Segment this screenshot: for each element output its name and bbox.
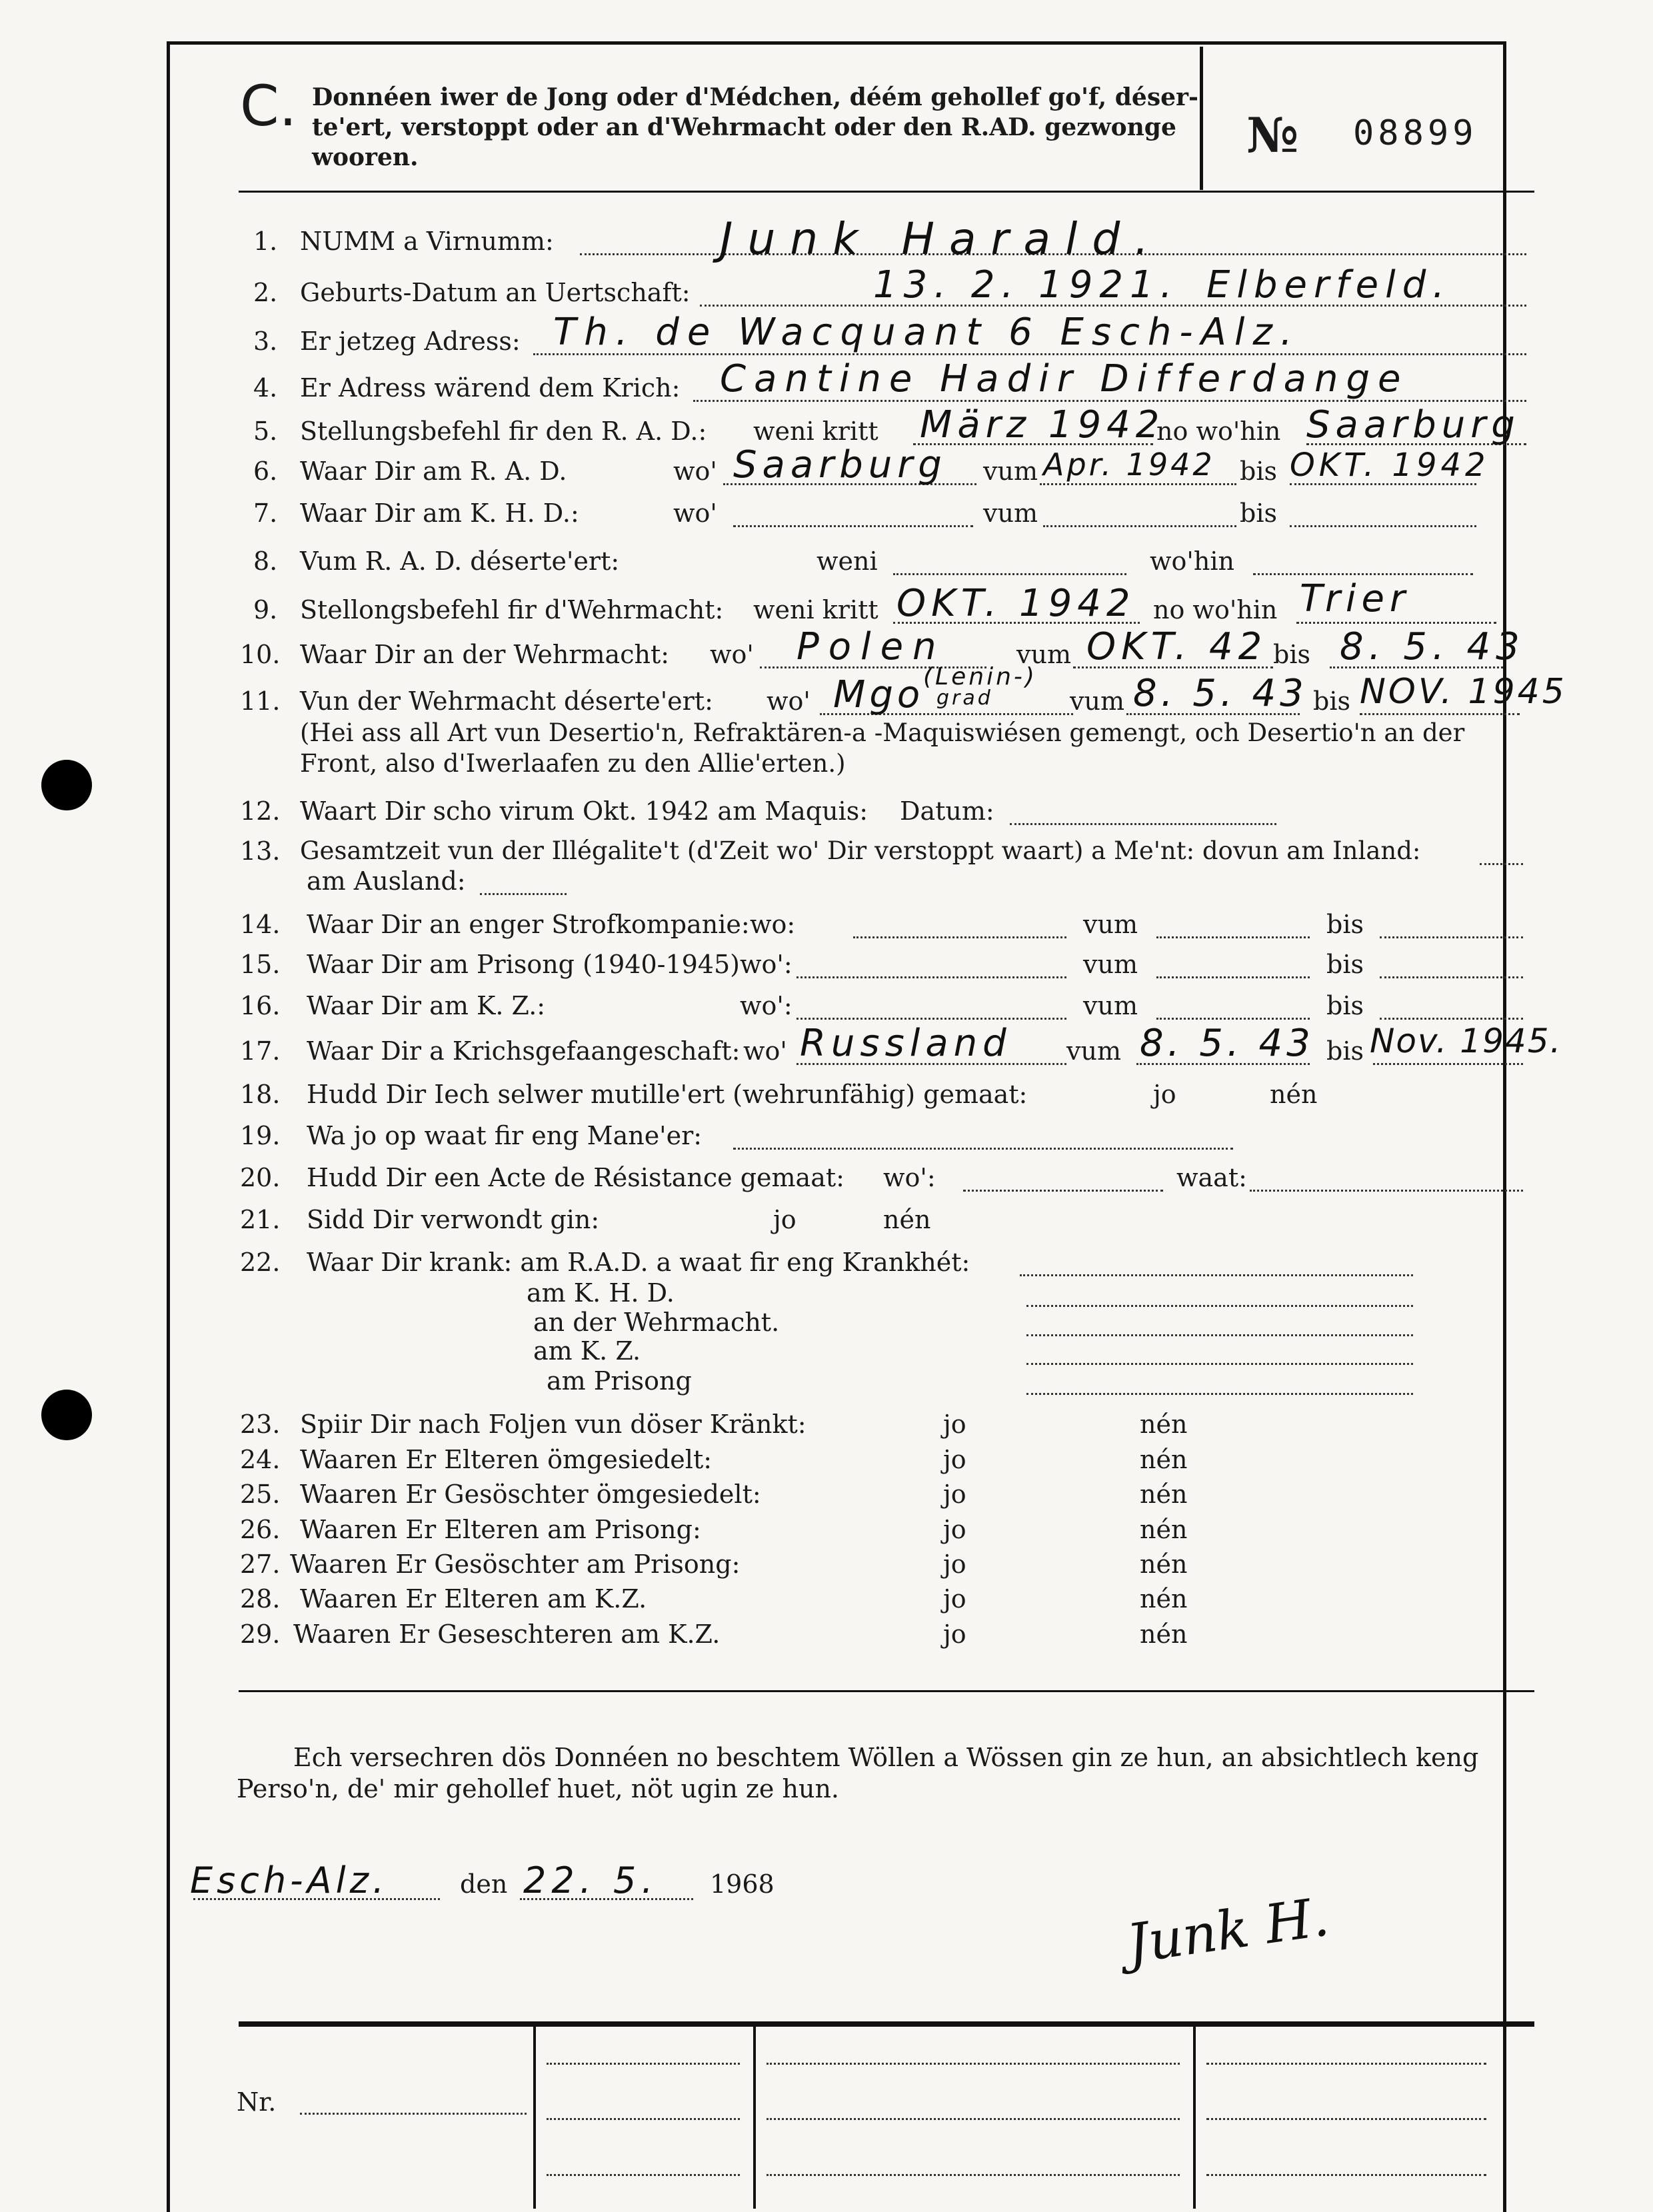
header-title-line2: te'ert, verstoppt oder an d'Wehrmacht oder den R.AD. gezwonge [312,113,1176,141]
field-2-number: 2. [253,278,278,307]
footer-cell-a1 [547,2063,740,2065]
field-25-nen: nén [1140,1480,1188,1509]
field-14-number: 14. [240,910,281,939]
field-6-vum-line [1040,483,1236,485]
field-4-label: Er Adress wärend dem Krich: [300,373,681,403]
field-14-bis-label: bis [1326,910,1364,939]
field-16-bis-label: bis [1326,991,1364,1020]
field-7-wo-line [733,525,973,527]
field-11-bis: NOV. 1945 [1360,672,1567,712]
field-28-jo: jo [943,1584,966,1614]
field-22-sub3: am K. Z. [533,1336,641,1366]
field-18-label: Hudd Dir Iech selwer mutille'ert (wehrunfähig) gemaat: [307,1080,1028,1109]
document-number: 08899 [1353,113,1478,153]
field-19-label: Wa jo op waat fir eng Mane'er: [307,1121,703,1150]
field-25-number: 25. [240,1480,281,1509]
field-13-ausland-label: am Ausland: [307,866,466,896]
field-26-jo: jo [943,1515,966,1544]
field-19-line [733,1148,1233,1150]
field-1-label: NUMM a Virnumm: [300,227,554,256]
field-21-label: Sidd Dir verwondt gin: [307,1205,600,1234]
field-4-value: Cantine Hadir Differdange [720,357,1409,401]
field-5-wohin: Saarburg [1306,403,1520,447]
field-1-value: Junk Harald. [720,213,1164,265]
field-8-weni-label: weni [817,547,878,576]
punch-hole-top [41,760,92,810]
field-15-bis-line [1380,976,1523,978]
field-11-wo-extra: (Lenin-) [923,663,1037,690]
field-17-bis-label: bis [1326,1036,1364,1066]
field-17-wo: Russland [800,1022,1012,1065]
field-9-wohin-line [1296,622,1496,624]
footer-cell-c2 [1206,2118,1486,2120]
field-16-number: 16. [240,991,281,1020]
field-24-number: 24. [240,1445,281,1474]
field-21-number: 21. [240,1205,281,1234]
field-27-nen: nén [1140,1550,1188,1579]
section-letter: C. [240,73,297,139]
field-4-number: 4. [253,373,278,403]
field-10-wo: Polen [797,625,946,668]
field-7-vum-label: vum [983,499,1038,528]
field-23-nen: nén [1140,1410,1188,1439]
field-22-sub4: am Prisong [547,1366,692,1396]
field-8-weni-line [893,573,1126,575]
field-20-waat-label: waat: [1176,1163,1247,1192]
field-9-number: 9. [253,595,278,624]
field-10-bis-label: bis [1273,640,1310,669]
field-11-note-line2: Front, also d'Iwerlaafen zu den Allie'erten.) [300,749,846,778]
field-29-number: 29. [240,1620,281,1649]
declaration-line1: Ech versechren dös Donnéen no beschtem Wöllen a Wössen gin ze hun, an absichtlech keng [293,1743,1479,1772]
footer-cell-b1 [767,2063,1180,2065]
signature: Junk H. [1123,1885,1333,1975]
field-15-bis-label: bis [1326,950,1364,979]
field-14-wo-label: wo: [750,910,796,939]
field-17-label: Waar Dir a Krichsgefaangeschaft: [307,1036,741,1066]
field-6-wo-label: wo' [673,457,717,486]
footer-cell-a2 [547,2118,740,2120]
footer-col-divider-3 [1193,2027,1196,2209]
field-7-bis-label: bis [1240,499,1277,528]
field-14-label: Waar Dir an enger Strofkompanie: [307,910,750,939]
declaration-rule [239,1690,1534,1692]
field-16-vum-line [1156,1018,1310,1020]
field-16-vum-label: vum [1083,991,1138,1020]
field-16-wo-line [797,1018,1066,1020]
field-22-number: 22. [240,1248,281,1277]
field-18-jo: jo [1153,1080,1176,1109]
signature-den-label: den [460,1869,508,1899]
field-10-wo-label: wo' [710,640,754,669]
field-16-bis-line [1380,1018,1523,1020]
field-14-vum-label: vum [1083,910,1138,939]
field-20-waat-line [1250,1190,1523,1192]
field-15-label: Waar Dir am Prisong (1940-1945) [307,950,740,979]
field-5-label: Stellungsbefehl fir den R. A. D.: [300,417,707,446]
field-10-label: Waar Dir an der Wehrmacht: [300,640,670,669]
signature-place: Esch-Alz. [190,1859,389,1901]
field-15-vum-line [1156,976,1310,978]
footer-nr-line [300,2113,527,2115]
field-9-wohin-label: no wo'hin [1153,595,1278,624]
field-2-date: 13. 2. 1921. [873,263,1179,307]
field-23-number: 23. [240,1410,281,1439]
footer-top-rule [239,2021,1534,2027]
field-23-label: Spiir Dir nach Foljen vun döser Kränkt: [300,1410,807,1439]
field-11-wo-extra2: grad [936,686,993,710]
field-25-jo: jo [943,1480,966,1509]
header-title-line3: wooren. [312,143,419,171]
footer-cell-c3 [1206,2174,1486,2176]
field-13-label: Gesamtzeit vun der Illégalite't (d'Zeit wo' Dir verstoppt waart) a Me'nt: dovun am Inland: [300,836,1421,865]
field-12-number: 12. [240,796,281,826]
field-24-label: Waaren Er Elteren ömgesiedelt: [300,1445,713,1474]
field-22-sub2: an der Wehrmacht. [533,1308,780,1337]
field-17-vum: 8. 5. 43 [1140,1022,1314,1065]
field-16-wo-label: wo': [740,991,793,1020]
field-10-number: 10. [240,640,281,669]
field-22-line-prisong [1026,1393,1413,1395]
field-17-bis-line [1373,1063,1523,1065]
field-5-weni: März 1942 [920,403,1165,447]
field-6-number: 6. [253,457,278,486]
field-5-wohin-label: no wo'hin [1156,417,1281,446]
field-13-number: 13. [240,836,281,866]
field-15-wo-line [797,976,1066,978]
field-22-line-kz [1026,1363,1413,1365]
footer-cell-a3 [547,2174,740,2176]
field-18-number: 18. [240,1080,281,1109]
field-5-weni-label: weni kritt [753,417,878,446]
signature-place-line [193,1898,440,1900]
field-11-note-line1: (Hei ass all Art vun Desertio'n, Refraktären-a -Maquiswiésen gemengt, och Desertio'n an der [300,718,1465,747]
header-title-line1: Donnéen iwer de Jong oder d'Médchen, déém gehollef go'f, déser- [312,83,1198,111]
field-6-label: Waar Dir am R. A. D. [300,457,567,486]
field-8-wohin-line [1253,573,1473,575]
field-27-jo: jo [943,1550,966,1579]
footer-col-divider-1 [533,2027,536,2209]
header-divider-vertical [1200,47,1203,190]
field-22-line-rad [1020,1274,1413,1276]
field-11-wo: Mgo [833,673,924,716]
field-11-vum-label: vum [1070,686,1124,716]
field-25-label: Waaren Er Gesöschter ömgesiedelt: [300,1480,761,1509]
field-28-label: Waaren Er Elteren am K.Z. [300,1584,647,1614]
declaration-line2: Perso'n, de' mir gehollef huet, nöt ugin ze hun. [237,1774,840,1803]
field-11-label: Vun der Wehrmacht déserte'ert: [300,686,713,716]
field-5-number: 5. [253,417,278,446]
signature-date: 22. 5. [523,1859,659,1901]
field-13-ausland-line [480,893,567,895]
field-14-bis-line [1380,936,1523,938]
field-7-bis-line [1290,525,1476,527]
field-20-label: Hudd Dir een Acte de Résistance gemaat: [307,1163,844,1192]
field-17-vum-label: vum [1066,1036,1121,1066]
field-10-vum-label: vum [1016,640,1071,669]
field-12-datum-line [1010,823,1276,825]
field-11-bis-line [1360,713,1520,715]
field-29-nen: nén [1140,1620,1188,1649]
footer-col-divider-2 [753,2027,756,2209]
field-15-vum-label: vum [1083,950,1138,979]
field-11-bis-label: bis [1313,686,1350,716]
field-22-sub1: am K. H. D. [527,1278,675,1308]
footer-cell-b2 [767,2118,1180,2120]
field-17-number: 17. [240,1036,281,1066]
field-19-number: 19. [240,1121,281,1150]
field-7-number: 7. [253,499,278,528]
field-21-jo: jo [773,1205,797,1234]
field-6-vum-label: vum [983,457,1038,486]
field-12-datum-label: Datum: [900,796,994,826]
field-17-bis: Nov. 1945. [1370,1022,1562,1060]
field-7-label: Waar Dir am K. H. D.: [300,499,579,528]
field-9-label: Stellongsbefehl fir d'Wehrmacht: [300,595,724,624]
footer-cell-b3 [767,2174,1180,2176]
field-29-jo: jo [943,1620,966,1649]
field-21-nen: nén [883,1205,931,1234]
signature-year: 1968 [710,1869,775,1899]
field-24-nen: nén [1140,1445,1188,1474]
header-rule [239,191,1534,193]
field-6-bis-label: bis [1240,457,1277,486]
field-17-wo-label: wo' [743,1036,787,1066]
field-7-vum-line [1043,525,1236,527]
field-2-place: Elberfeld. [1206,263,1452,307]
field-20-wo-label: wo': [883,1163,936,1192]
field-12-label: Waart Dir scho virum Okt. 1942 am Maquis: [300,796,868,826]
field-15-number: 15. [240,950,281,979]
field-28-number: 28. [240,1584,281,1614]
field-22-label: Waar Dir krank: am R.A.D. a waat fir eng Krankhét: [307,1248,970,1277]
field-3-value: Th. de Wacquant 6 Esch-Alz. [553,311,1300,354]
field-2-label: Geburts-Datum an Uertschaft: [300,278,691,307]
field-27-number: 27. [240,1550,281,1579]
field-8-label: Vum R. A. D. déserte'ert: [300,547,620,576]
field-6-wo: Saarburg [733,443,947,487]
field-14-wo-line [853,936,1066,938]
field-7-wo-label: wo' [673,499,717,528]
field-10-vum: OKT. 42 [1086,625,1268,668]
field-3-number: 3. [253,327,278,356]
field-22-line-khd [1026,1305,1413,1307]
field-13-inland-line [1480,863,1523,865]
field-26-nen: nén [1140,1515,1188,1544]
field-10-bis: 8. 5. 43 [1340,625,1525,668]
field-26-label: Waaren Er Elteren am Prisong: [300,1515,701,1544]
field-15-wo-label: wo': [740,950,793,979]
field-11-number: 11. [240,686,281,716]
field-22-line-wehrmacht [1026,1334,1413,1336]
field-9-wohin: Trier [1300,577,1410,620]
field-9-weni-label: weni kritt [753,595,878,624]
field-23-jo: jo [943,1410,966,1439]
field-8-number: 8. [253,547,278,576]
field-11-vum: 8. 5. 43 [1133,672,1308,715]
field-6-bis: OKT. 1942 [1290,447,1490,484]
field-6-vum: Apr. 1942 [1043,447,1215,483]
field-1-number: 1. [253,227,278,256]
field-14-vum-line [1156,936,1310,938]
number-symbol: № [1246,107,1299,163]
field-20-number: 20. [240,1163,281,1192]
field-3-label: Er jetzeg Adress: [300,327,521,356]
field-9-weni: OKT. 1942 [896,582,1136,625]
field-16-label: Waar Dir am K. Z.: [307,991,546,1020]
field-27-label: Waaren Er Gesöschter am Prisong: [290,1550,741,1579]
field-29-label: Waaren Er Geseschteren am K.Z. [293,1620,721,1649]
field-24-jo: jo [943,1445,966,1474]
field-28-nen: nén [1140,1584,1188,1614]
field-26-number: 26. [240,1515,281,1544]
field-18-nen: nén [1270,1080,1318,1109]
field-11-wo-label: wo' [767,686,811,716]
footer-nr-label: Nr. [237,2087,277,2117]
footer-cell-c1 [1206,2063,1486,2065]
field-8-wohin-label: wo'hin [1150,547,1234,576]
field-20-wo-line [963,1190,1163,1192]
punch-hole-bottom [41,1390,92,1440]
